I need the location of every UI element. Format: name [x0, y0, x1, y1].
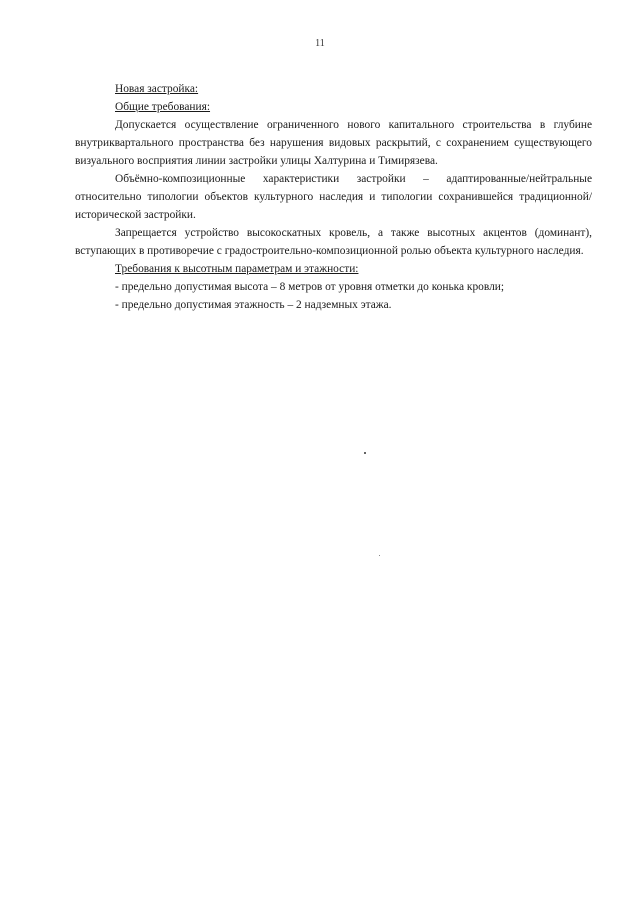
list-item-max-height: - предельно допустимая высота – 8 метров от уровня отметки до конька кровли; [115, 281, 505, 293]
general-requirements-heading: Общие требования: [115, 101, 211, 113]
paragraph-roof-prohibition: Запрещается устройство высокоскатных кровель, а также высотных акцентов (доминант), вступающих в противоречие с градостроительно-композиционной ролью объекта культурного наследия. [75, 227, 592, 257]
page-number: 11 [315, 38, 325, 49]
paragraph-capital-construction: Допускается осуществление ограниченного нового капитального строительства в глубине внутриквартального пространства без нарушения видовых раскрытий, с сохранением существующего визуального восприятия линии застройки улицы Халтурина и Тимирязева. [75, 119, 592, 167]
document-body [75, 80, 592, 314]
paragraph-volume-composition: Объёмно-композиционные характеристики застройки – адаптированные/нейтральные относительно типологии объектов культурного наследия и типологии сохранившейся традиционной/исторической застройки. [75, 173, 592, 221]
section-title: Новая застройка: [115, 83, 199, 95]
scan-artifact-dot [364, 452, 366, 454]
scan-artifact-dot [379, 555, 380, 556]
list-item-max-floors: - предельно допустимая этажность – 2 надземных этажа. [115, 299, 392, 311]
height-requirements-heading: Требования к высотным параметрам и этажности: [115, 263, 359, 275]
